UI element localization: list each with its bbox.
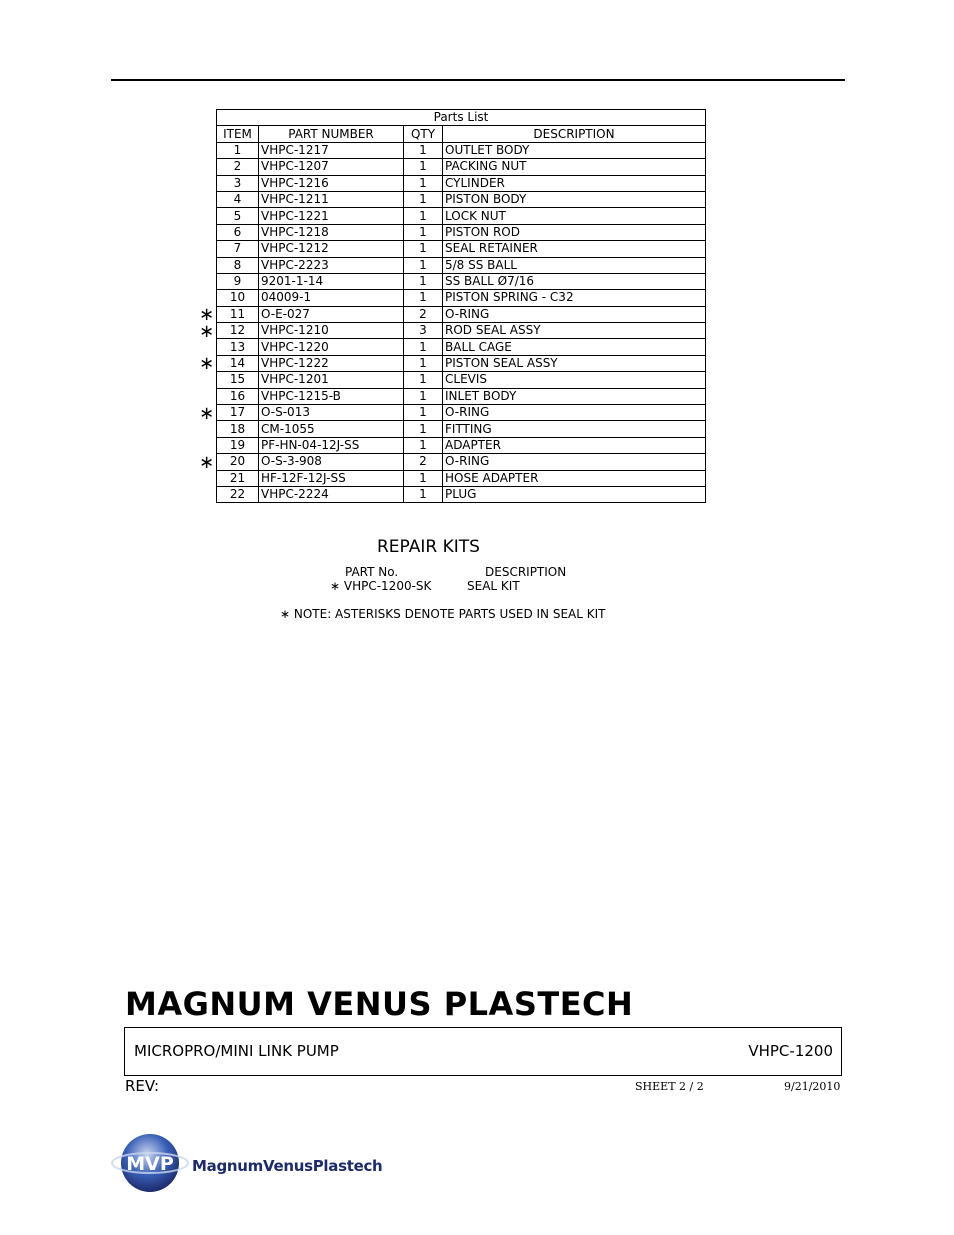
- part-number-cell: PF-HN-04-12J-SS: [259, 437, 404, 453]
- part-number-cell: VHPC-1222: [259, 355, 404, 371]
- item-cell: 7: [217, 241, 259, 257]
- table-row: [217, 290, 706, 306]
- repair-kits-title: REPAIR KITS: [377, 537, 480, 557]
- part-number-cell: VHPC-1218: [259, 224, 404, 240]
- description-cell: PISTON BODY: [443, 191, 706, 207]
- description-cell: LOCK NUT: [443, 208, 706, 224]
- table-row: [217, 241, 706, 257]
- description-cell: PACKING NUT: [443, 159, 706, 175]
- description-cell: PISTON ROD: [443, 224, 706, 240]
- seal-kit-asterisk: ∗: [199, 353, 215, 375]
- qty-cell: 1: [404, 159, 443, 175]
- qty-cell: 1: [404, 208, 443, 224]
- item-cell: 1: [217, 142, 259, 158]
- qty-cell: 1: [404, 355, 443, 371]
- table-row: [217, 355, 706, 371]
- qty-cell: 1: [404, 241, 443, 257]
- description-cell: SEAL RETAINER: [443, 241, 706, 257]
- qty-cell: 1: [404, 421, 443, 437]
- header-part-number: PART NUMBER: [259, 126, 404, 142]
- part-number-cell: 04009-1: [259, 290, 404, 306]
- description-cell: SS BALL Ø7/16: [443, 273, 706, 289]
- header-item: ITEM: [217, 126, 259, 142]
- seal-kit-asterisk: ∗: [199, 320, 215, 342]
- qty-cell: 1: [404, 191, 443, 207]
- item-cell: 19: [217, 437, 259, 453]
- table-row: [217, 159, 706, 175]
- item-cell: 16: [217, 388, 259, 404]
- table-row: [217, 306, 706, 322]
- description-cell: ADAPTER: [443, 437, 706, 453]
- part-number-cell: VHPC-1220: [259, 339, 404, 355]
- table-row: [217, 388, 706, 404]
- part-number-cell: VHPC-2223: [259, 257, 404, 273]
- qty-cell: 2: [404, 454, 443, 470]
- part-number-cell: O-S-3-908: [259, 454, 404, 470]
- rev-label: REV:: [125, 1077, 159, 1095]
- table-row: [217, 470, 706, 486]
- description-cell: CLEVIS: [443, 372, 706, 388]
- part-number-cell: VHPC-1217: [259, 142, 404, 158]
- item-cell: 21: [217, 470, 259, 486]
- part-number-cell: CM-1055: [259, 421, 404, 437]
- part-number-cell: VHPC-1212: [259, 241, 404, 257]
- parts-list-table: [216, 109, 706, 503]
- description-cell: CYLINDER: [443, 175, 706, 191]
- description-cell: ROD SEAL ASSY: [443, 323, 706, 339]
- description-cell: O-RING: [443, 405, 706, 421]
- description-cell: FITTING: [443, 421, 706, 437]
- title-block-box: [124, 1027, 842, 1076]
- description-cell: BALL CAGE: [443, 339, 706, 355]
- seal-kit-asterisk: ∗: [199, 402, 215, 424]
- part-number-cell: VHPC-1211: [259, 191, 404, 207]
- header-description: DESCRIPTION: [443, 126, 706, 142]
- description-cell: PISTON SPRING - C32: [443, 290, 706, 306]
- item-cell: 20: [217, 454, 259, 470]
- item-cell: 13: [217, 339, 259, 355]
- company-name: MAGNUM VENUS PLASTECH: [125, 985, 634, 1023]
- item-cell: 4: [217, 191, 259, 207]
- sheet-number: SHEET 2 / 2: [635, 1080, 704, 1093]
- part-number-cell: VHPC-2224: [259, 486, 404, 502]
- table-row: [217, 175, 706, 191]
- part-number-cell: O-E-027: [259, 306, 404, 322]
- qty-cell: 1: [404, 470, 443, 486]
- svg-text:MVP: MVP: [126, 1153, 174, 1175]
- qty-cell: 1: [404, 372, 443, 388]
- part-number-cell: HF-12F-12J-SS: [259, 470, 404, 486]
- table-row: [217, 323, 706, 339]
- qty-cell: 1: [404, 257, 443, 273]
- item-cell: 9: [217, 273, 259, 289]
- item-cell: 18: [217, 421, 259, 437]
- parts-list-title: Parts List: [217, 110, 706, 126]
- seal-kit-asterisk: ∗: [199, 451, 215, 473]
- qty-cell: 1: [404, 437, 443, 453]
- qty-cell: 1: [404, 142, 443, 158]
- part-number-cell: VHPC-1215-B: [259, 388, 404, 404]
- part-number-cell: VHPC-1201: [259, 372, 404, 388]
- qty-cell: 3: [404, 323, 443, 339]
- item-cell: 17: [217, 405, 259, 421]
- description-cell: PLUG: [443, 486, 706, 502]
- item-cell: 6: [217, 224, 259, 240]
- item-cell: 15: [217, 372, 259, 388]
- description-cell: 5/8 SS BALL: [443, 257, 706, 273]
- table-row: [217, 191, 706, 207]
- table-row: [217, 454, 706, 470]
- table-row: [217, 421, 706, 437]
- part-number-cell: VHPC-1207: [259, 159, 404, 175]
- item-cell: 22: [217, 486, 259, 502]
- repair-kits-description-header: DESCRIPTION: [485, 565, 567, 579]
- repair-kit-part-no: ∗ VHPC-1200-SK: [330, 579, 432, 593]
- qty-cell: 1: [404, 290, 443, 306]
- table-row: [217, 257, 706, 273]
- table-row: [217, 339, 706, 355]
- description-cell: O-RING: [443, 454, 706, 470]
- qty-cell: 1: [404, 175, 443, 191]
- drawing-name: MICROPRO/MINI LINK PUMP: [134, 1042, 339, 1060]
- mvp-globe-icon: [110, 1130, 200, 1195]
- item-cell: 14: [217, 355, 259, 371]
- qty-cell: 1: [404, 224, 443, 240]
- qty-cell: 1: [404, 273, 443, 289]
- part-number-cell: VHPC-1221: [259, 208, 404, 224]
- table-row: [217, 437, 706, 453]
- seal-kit-note: ∗ NOTE: ASTERISKS DENOTE PARTS USED IN SEAL KIT: [280, 607, 606, 621]
- part-number-cell: O-S-013: [259, 405, 404, 421]
- header-qty: QTY: [404, 126, 443, 142]
- item-cell: 5: [217, 208, 259, 224]
- drawing-number: VHPC-1200: [748, 1042, 833, 1060]
- item-cell: 3: [217, 175, 259, 191]
- description-cell: HOSE ADAPTER: [443, 470, 706, 486]
- item-cell: 10: [217, 290, 259, 306]
- part-number-cell: VHPC-1216: [259, 175, 404, 191]
- qty-cell: 1: [404, 486, 443, 502]
- table-row: [217, 486, 706, 502]
- mvp-wordmark: MagnumVenusPlastech: [192, 1157, 383, 1175]
- description-cell: OUTLET BODY: [443, 142, 706, 158]
- item-cell: 12: [217, 323, 259, 339]
- item-cell: 8: [217, 257, 259, 273]
- repair-kits-part-no-header: PART No.: [345, 565, 399, 579]
- top-rule: [111, 79, 845, 81]
- seal-kit-asterisk: ∗: [199, 304, 215, 326]
- repair-kit-description: SEAL KIT: [467, 579, 520, 593]
- qty-cell: 1: [404, 405, 443, 421]
- description-cell: O-RING: [443, 306, 706, 322]
- table-row: [217, 273, 706, 289]
- table-row: [217, 405, 706, 421]
- table-row: [217, 372, 706, 388]
- table-row: [217, 208, 706, 224]
- part-number-cell: 9201-1-14: [259, 273, 404, 289]
- item-cell: 2: [217, 159, 259, 175]
- description-cell: INLET BODY: [443, 388, 706, 404]
- qty-cell: 1: [404, 339, 443, 355]
- item-cell: 11: [217, 306, 259, 322]
- description-cell: PISTON SEAL ASSY: [443, 355, 706, 371]
- part-number-cell: VHPC-1210: [259, 323, 404, 339]
- table-row: [217, 142, 706, 158]
- table-row: [217, 224, 706, 240]
- drawing-date: 9/21/2010: [784, 1080, 841, 1093]
- qty-cell: 1: [404, 388, 443, 404]
- qty-cell: 2: [404, 306, 443, 322]
